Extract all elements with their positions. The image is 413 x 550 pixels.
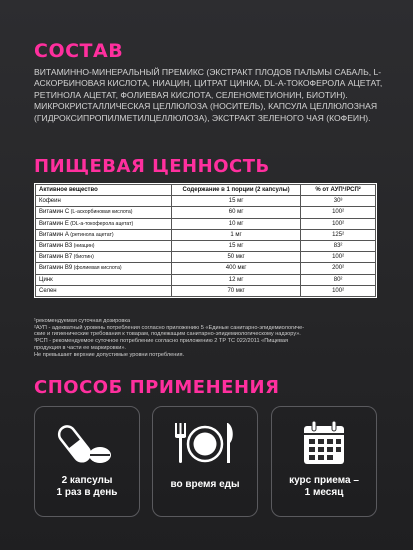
amount-cell: 50 мкг — [172, 252, 301, 263]
percent-cell: 83² — [301, 240, 376, 251]
percent-cell: 100² — [301, 252, 376, 263]
table-row — [36, 207, 376, 218]
substance-cell — [36, 207, 172, 218]
table-row — [36, 240, 376, 251]
substance-cell — [36, 274, 172, 285]
usage-card-meal — [152, 406, 258, 517]
substance-cell — [36, 229, 172, 240]
percent-cell: 200² — [301, 263, 376, 274]
footnote-line: Не превышает верхние допустимые уровни потребления. — [34, 351, 185, 358]
substance-name: Витамин С — [39, 209, 70, 216]
amount-cell: 12 мг — [172, 274, 301, 285]
nutrition-table — [34, 183, 377, 298]
percent-cell: 100² — [301, 218, 376, 229]
substance-form: (ниацин) — [72, 243, 95, 250]
footnote-line: ²АУП - адекватный уровень потребления согласно приложению 5 «Единые санитарно-эпидемиологиче- — [34, 324, 305, 331]
usage-card-duration — [271, 406, 377, 517]
substance-name: Витамин А — [39, 231, 69, 238]
column-header-substance: Активное вещество — [36, 185, 172, 196]
substance-form: (биотин) — [72, 254, 94, 261]
amount-cell: 60 мг — [172, 207, 301, 218]
usage-card-label: курс приема – 1 месяц — [289, 475, 359, 498]
usage-card-label: 2 капсулы 1 раз в день — [56, 475, 118, 498]
amount-cell: 15 мг — [172, 196, 301, 207]
amount-cell: 10 мг — [172, 218, 301, 229]
percent-cell: 100² — [301, 207, 376, 218]
capsule-pill-icon — [35, 417, 139, 471]
footnote-line: ¹рекомендуемая суточная дозировка — [34, 318, 131, 324]
percent-cell: 100² — [301, 285, 376, 296]
substance-cell — [36, 240, 172, 251]
substance-name: Витамин В3 — [39, 243, 73, 250]
substance-name: Кофеин — [39, 198, 61, 205]
footnote-line: ³РСП - рекомендуемое суточное потребление согласно приложению 2 ТР ТС 022/2011 «Пищевая — [34, 338, 289, 345]
substance-name: Витамин В9 — [39, 265, 73, 272]
percent-cell: 80² — [301, 274, 376, 285]
substance-cell — [36, 285, 172, 296]
composition-title: СОСТАВ — [34, 40, 124, 62]
substance-form: (фолиевая кислота) — [72, 265, 122, 272]
footnote-line: ские и гигиенические требования к товарам, подлежащим санитарно-эпидемиологическому надзору». — [34, 331, 301, 338]
substance-form: (DL-а-токоферола ацетат) — [68, 220, 134, 227]
substance-name: Витамин В7 — [39, 254, 73, 261]
amount-cell: 1 мг — [172, 229, 301, 240]
substance-cell — [36, 252, 172, 263]
amount-cell: 15 мг — [172, 240, 301, 251]
column-header-percent: % от АУП¹/РСП² — [301, 185, 376, 196]
percent-cell: 125² — [301, 229, 376, 240]
calendar-icon — [272, 417, 376, 471]
table-body — [36, 196, 376, 297]
usage-card-label: во время еды — [170, 479, 240, 490]
table-row — [36, 218, 376, 229]
substance-name: Селен — [39, 287, 57, 294]
substance-form: (ретинола ацетат) — [68, 231, 114, 238]
footnote-line: продукция в части ее маркировки». — [34, 344, 126, 351]
table-row — [36, 229, 376, 240]
footnotes — [34, 318, 384, 358]
table-row — [36, 196, 376, 207]
usage-title: СПОСОБ ПРИМЕНЕНИЯ — [34, 377, 280, 398]
amount-cell: 70 мкг — [172, 285, 301, 296]
column-header-amount: Содержание в 1 порции (2 капсулы) — [172, 185, 301, 196]
nutrition-title: ПИЩЕВАЯ ЦЕННОСТЬ — [34, 156, 270, 177]
table-row — [36, 274, 376, 285]
amount-cell: 400 мкг — [172, 263, 301, 274]
table-row — [36, 285, 376, 296]
table-row — [36, 263, 376, 274]
substance-form: (L-аскорбиновая кислота) — [69, 209, 133, 216]
substance-name: Цинк — [39, 276, 53, 283]
substance-cell — [36, 218, 172, 229]
usage-cards — [34, 406, 377, 518]
plate-fork-knife-icon — [153, 417, 257, 471]
substance-name: Витамин Е — [39, 220, 69, 227]
composition-text: ВИТАМИННО-МИНЕРАЛЬНЫЙ ПРЕМИКС (ЭКСТРАКТ ПЛОДОВ ПАЛЬМЫ САБАЛЬ, L-АСКОРБИНОВАЯ КИСЛОТА, НИАЦИН, ЦИТРАТ ЦИНКА, DL-А-ТОКОФЕРОЛА АЦЕТАТ, РЕТИНОЛА АЦЕТАТ, ФОЛИЕВАЯ КИСЛОТА, СЕЛЕНОМЕТИОНИН, БИОТИН). МИКРОКРИСТАЛЛИЧЕСКАЯ ЦЕЛЛЮЛОЗА (НОСИТЕЛЬ), КАПСУЛА ЦЕЛЛЮЛОЗНАЯ (ГИДРОКСИПРОПИЛМЕТИЛЦЕЛЛЮЛОЗА), ЭКСТРАКТ ЗЕЛЕНОГО ЧАЯ (КОФЕИН). — [34, 67, 383, 123]
substance-cell — [36, 263, 172, 274]
usage-card-dosage — [34, 406, 140, 517]
percent-cell: 30³ — [301, 196, 376, 207]
substance-cell — [36, 196, 172, 207]
table-header-row — [36, 185, 376, 196]
table-row — [36, 252, 376, 263]
